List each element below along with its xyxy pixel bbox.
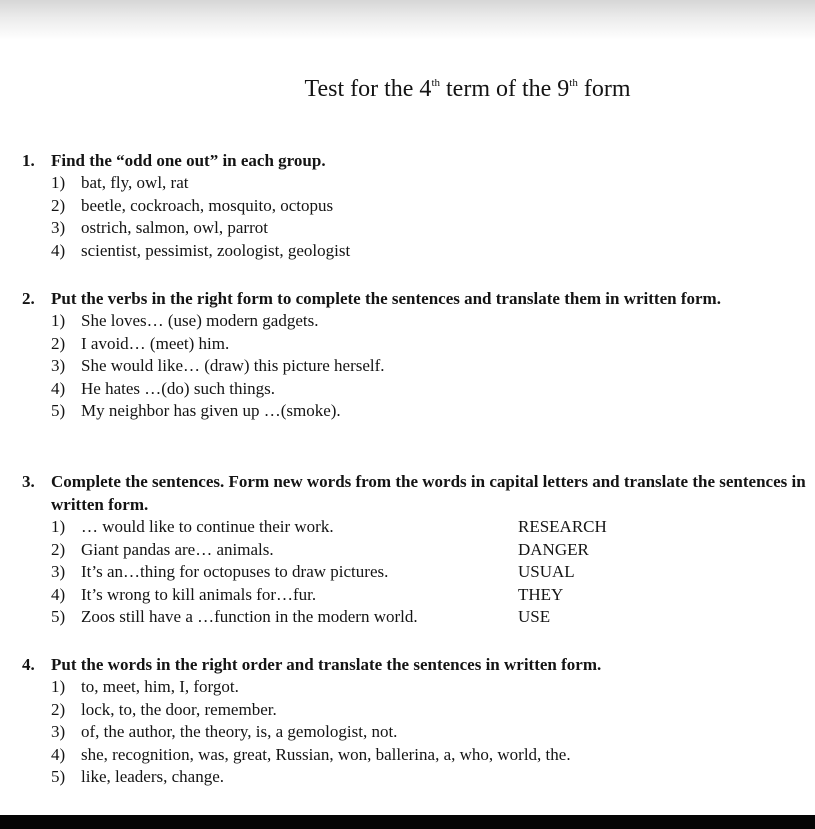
task-number: 4. (22, 655, 35, 674)
list-item: 1) bat, fly, owl, rat (51, 173, 189, 192)
task-instruction: Find the “odd one out” in each group. (51, 151, 326, 170)
task-number: 2. (22, 289, 35, 308)
task-heading (22, 470, 807, 516)
list-item: 5) like, leaders, change. (51, 767, 225, 787)
list-item: 2) lock, to, the door, remember. (51, 699, 277, 719)
list-item: 4) It’s wrong to kill animals for…fur. THEY (22, 584, 807, 607)
item-list (22, 676, 807, 789)
task-heading (22, 149, 807, 172)
task-number: 1. (22, 151, 35, 170)
list-item: 1) to, meet, him, I, forgot. (51, 677, 239, 696)
list-item: 3) ostrich, salmon, owl, parrot (51, 218, 268, 238)
list-item: 1) She loves… (use) modern gadgets. (51, 311, 319, 330)
list-item: 2) beetle, cockroach, mosquito, octopus (51, 195, 334, 215)
task-2 (22, 287, 807, 423)
list-item: 5) Zoos still have a …function in the modern world. USE (22, 606, 807, 629)
task-1 (22, 149, 807, 262)
item-list (22, 172, 807, 262)
capital-word: RESEARCH (518, 517, 607, 536)
item-list (22, 310, 807, 423)
task-4 (22, 653, 807, 789)
list-item: 4) He hates …(do) such things. (51, 378, 276, 398)
task-heading (22, 287, 807, 310)
capital-word: USE (518, 607, 551, 627)
task-heading (22, 653, 807, 676)
item-list (22, 516, 807, 629)
task-instruction: Put the verbs in the right form to complete the sentences and translate them in written form. (51, 289, 721, 308)
top-shadow (0, 0, 815, 40)
list-item: 5) My neighbor has given up …(smoke). (51, 401, 341, 421)
capital-word: USUAL (518, 562, 575, 582)
list-item: 4) she, recognition, was, great, Russian, won, ballerina, a, who, world, the. (51, 744, 571, 764)
task-3 (22, 470, 807, 629)
capital-word: DANGER (518, 539, 589, 559)
task-number: 3. (22, 472, 35, 491)
list-item: 3) She would like… (draw) this picture herself. (51, 356, 385, 376)
list-item: 4) scientist, pessimist, zoologist, geologist (51, 240, 351, 260)
bottom-bar (0, 815, 815, 829)
list-item: 3) It’s an…thing for octopuses to draw pictures. USUAL (22, 561, 807, 584)
task-instruction: Complete the sentences. Form new words from the words in capital letters and translate the sentences in written form. (51, 472, 806, 514)
page-title: Test for the 4th term of the 9th form (304, 76, 631, 102)
capital-word: THEY (518, 584, 564, 604)
list-item: 3) of, the author, the theory, is, a gemologist, not. (51, 722, 398, 742)
list-item: 2) Giant pandas are… animals. DANGER (22, 539, 807, 562)
task-instruction: Put the words in the right order and translate the sentences in written form. (51, 655, 602, 674)
list-item: 1) … would like to continue their work. RESEARCH (22, 516, 807, 539)
list-item: 2) I avoid… (meet) him. (51, 333, 230, 353)
